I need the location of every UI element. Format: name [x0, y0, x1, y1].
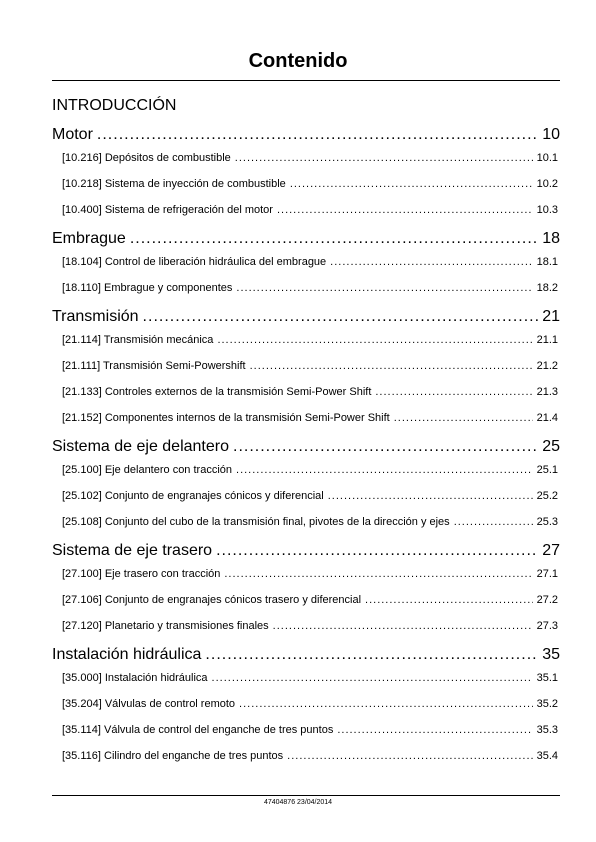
dot-leader [212, 672, 533, 684]
dot-leader [236, 464, 533, 476]
page-title: Contenido [248, 50, 348, 72]
toc-section [52, 230, 560, 295]
toc-section [52, 646, 560, 763]
chapter-title: Sistema de eje delantero [52, 438, 229, 455]
entry-page-number: 35.3 [536, 724, 558, 736]
toc-entry[interactable] [52, 334, 560, 347]
toc-entry[interactable] [52, 204, 560, 217]
toc-entry[interactable] [52, 594, 560, 607]
entry-page-number: 21.1 [536, 334, 558, 346]
dot-leader [239, 698, 533, 710]
entry-label: [21.114] Transmisión mecánica [62, 334, 214, 346]
entry-label: [35.116] Cilindro del enganche de tres puntos [62, 750, 284, 762]
toc-entry[interactable] [52, 724, 560, 737]
entry-label: [21.133] Controles externos de la transmisión Semi-Power Shift [62, 386, 372, 398]
toc-entry[interactable] [52, 464, 560, 477]
dot-leader [205, 646, 538, 664]
entry-page-number: 21.2 [536, 360, 558, 372]
table-of-contents [52, 126, 560, 776]
toc-entry[interactable] [52, 256, 560, 269]
entry-page-number: 10.2 [536, 178, 558, 190]
chapter-page-number: 18 [542, 230, 560, 247]
entry-label: [25.102] Conjunto de engranajes cónicos y diferencial [62, 490, 324, 502]
entry-page-number: 10.3 [536, 204, 558, 216]
chapter-title: Transmisión [52, 308, 139, 325]
chapter-entry[interactable] [52, 126, 560, 146]
entry-page-number: 25.3 [536, 516, 558, 528]
chapter-title: Instalación hidráulica [52, 646, 202, 663]
entry-label: [25.100] Eje delantero con tracción [62, 464, 233, 476]
entry-label: [10.218] Sistema de inyección de combustible [62, 178, 286, 190]
chapter-entry[interactable] [52, 646, 560, 666]
chapter-page-number: 10 [542, 126, 560, 143]
dot-leader [236, 282, 532, 294]
dot-leader [217, 334, 532, 346]
intro-heading: INTRODUCCIÓN [52, 97, 177, 114]
entry-label: [35.000] Instalación hidráulica [62, 672, 208, 684]
entry-page-number: 21.4 [536, 412, 558, 424]
chapter-title: Motor [52, 126, 93, 143]
entry-label: [27.106] Conjunto de engranajes cónicos trasero y diferencial [62, 594, 362, 606]
toc-entry[interactable] [52, 282, 560, 295]
entry-label: [27.100] Eje trasero con tracción [62, 568, 221, 580]
toc-entry[interactable] [52, 490, 560, 503]
chapter-page-number: 27 [542, 542, 560, 559]
entry-page-number: 35.2 [536, 698, 558, 710]
chapter-title: Embrague [52, 230, 126, 247]
entry-page-number: 25.2 [536, 490, 558, 502]
chapter-entry[interactable] [52, 542, 560, 562]
toc-entry[interactable] [52, 152, 560, 165]
dot-leader [273, 620, 533, 632]
dot-leader [394, 412, 533, 424]
toc-section [52, 438, 560, 529]
toc-section [52, 542, 560, 633]
entry-page-number: 27.3 [536, 620, 558, 632]
chapter-page-number: 35 [542, 646, 560, 663]
dot-leader [365, 594, 533, 606]
toc-section [52, 126, 560, 217]
toc-entry[interactable] [52, 620, 560, 633]
entry-label: [10.400] Sistema de refrigeración del motor [62, 204, 273, 216]
footer-doc-id: 47404876 23/04/2014 [263, 799, 333, 806]
entry-page-number: 27.2 [536, 594, 558, 606]
chapter-page-number: 25 [542, 438, 560, 455]
dot-leader [337, 724, 532, 736]
dot-leader [328, 490, 533, 502]
dot-leader [287, 750, 532, 762]
toc-entry[interactable] [52, 360, 560, 373]
dot-leader [235, 152, 533, 164]
entry-page-number: 18.1 [536, 256, 558, 268]
entry-page-number: 21.3 [536, 386, 558, 398]
toc-entry[interactable] [52, 568, 560, 581]
toc-entry[interactable] [52, 698, 560, 711]
entry-label: [18.104] Control de liberación hidráulica del embrague [62, 256, 327, 268]
entry-label: [35.114] Válvula de control del enganche de tres puntos [62, 724, 334, 736]
chapter-title: Sistema de eje trasero [52, 542, 213, 559]
dot-leader [143, 308, 539, 326]
dot-leader [224, 568, 532, 580]
footer-divider [52, 795, 560, 796]
dot-leader [216, 542, 538, 560]
entry-label: [10.216] Depósitos de combustible [62, 152, 231, 164]
dot-leader [130, 230, 538, 248]
toc-entry[interactable] [52, 672, 560, 685]
entry-page-number: 35.1 [536, 672, 558, 684]
entry-page-number: 27.1 [536, 568, 558, 580]
entry-label: [18.110] Embrague y componentes [62, 282, 233, 294]
chapter-entry[interactable] [52, 230, 560, 250]
toc-entry[interactable] [52, 516, 560, 529]
dot-leader [290, 178, 533, 190]
entry-label: [27.120] Planetario y transmisiones finales [62, 620, 269, 632]
chapter-entry[interactable] [52, 438, 560, 458]
toc-entry[interactable] [52, 386, 560, 399]
entry-label: [21.111] Transmisión Semi-Powershift [62, 360, 246, 372]
toc-entry[interactable] [52, 750, 560, 763]
entry-label: [35.204] Válvulas de control remoto [62, 698, 236, 710]
entry-page-number: 35.4 [536, 750, 558, 762]
dot-leader [250, 360, 533, 372]
entry-label: [25.108] Conjunto del cubo de la transmisión final, pivotes de la dirección y ejes [62, 516, 450, 528]
dot-leader [277, 204, 533, 216]
dot-leader [233, 438, 538, 456]
entry-page-number: 10.1 [536, 152, 558, 164]
dot-leader [454, 516, 533, 528]
dot-leader [97, 126, 538, 144]
dot-leader [375, 386, 532, 398]
dot-leader [330, 256, 532, 268]
chapter-entry[interactable] [52, 308, 560, 328]
entry-page-number: 18.2 [536, 282, 558, 294]
entry-label: [21.152] Componentes internos de la transmisión Semi-Power Shift [62, 412, 390, 424]
chapter-page-number: 21 [542, 308, 560, 325]
entry-page-number: 25.1 [536, 464, 558, 476]
toc-entry[interactable] [52, 412, 560, 425]
toc-entry[interactable] [52, 178, 560, 191]
header-divider [52, 80, 560, 81]
toc-section [52, 308, 560, 425]
